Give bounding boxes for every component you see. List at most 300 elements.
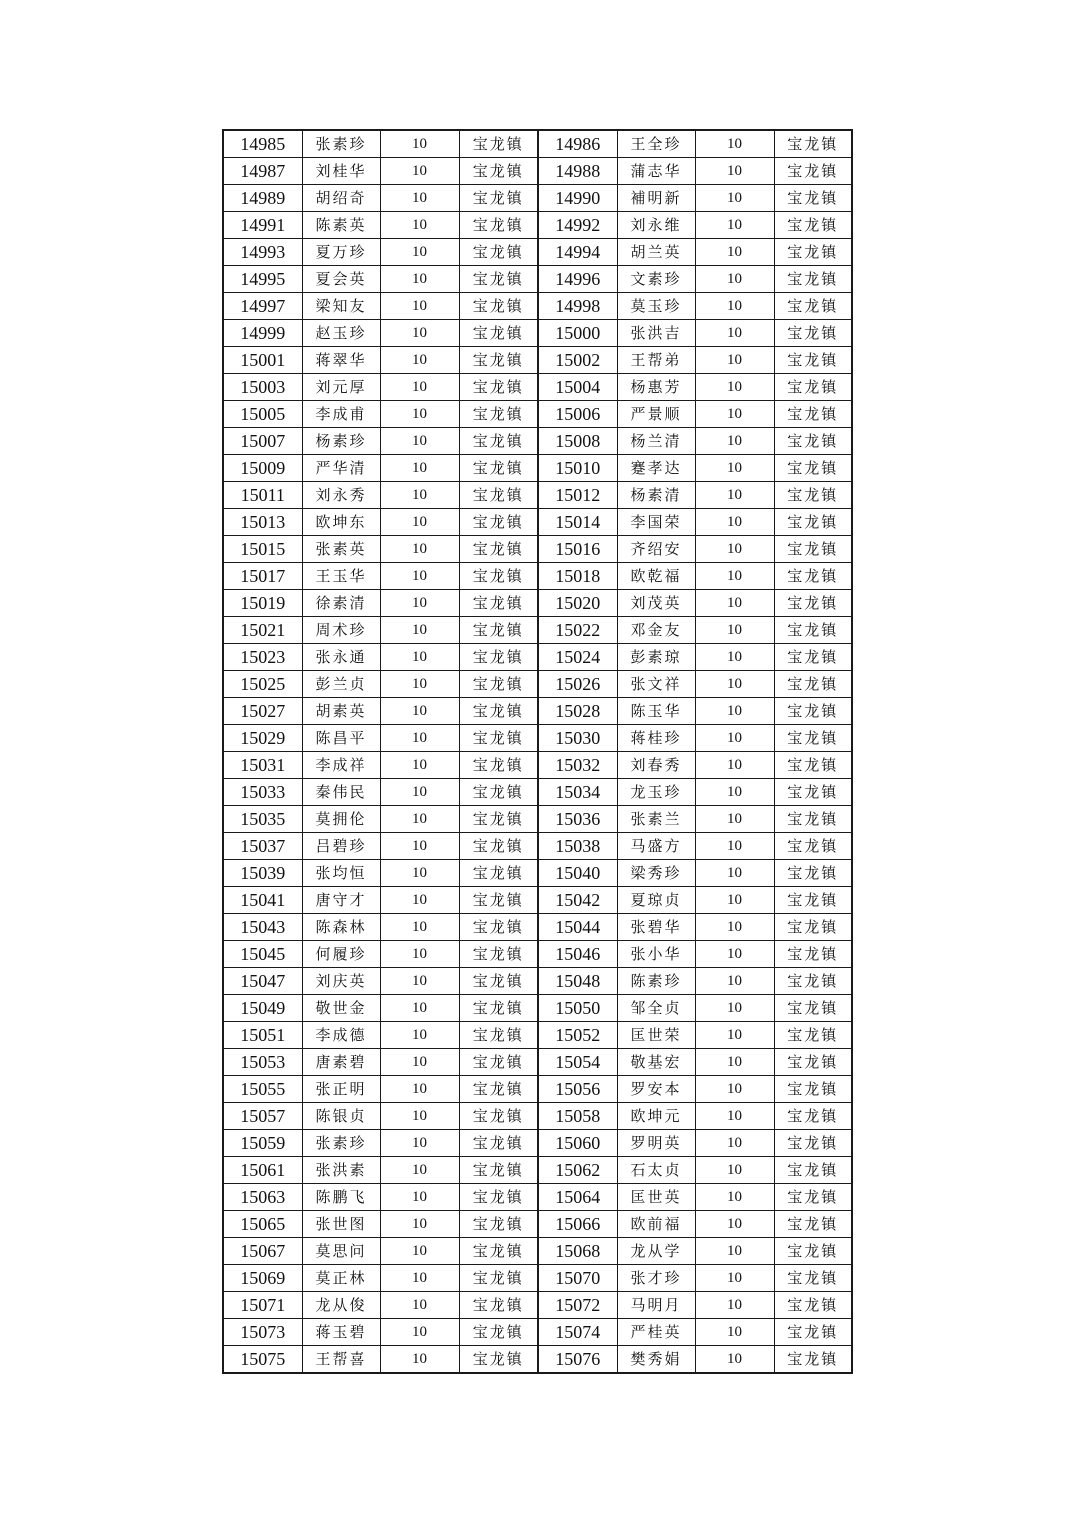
- name-cell: 刘永维: [617, 212, 695, 239]
- table-row: [223, 455, 852, 482]
- name-cell: 罗明英: [617, 1130, 695, 1157]
- id-cell: 14991: [223, 212, 302, 239]
- id-cell: 15075: [223, 1346, 302, 1374]
- id-cell: 15076: [538, 1346, 617, 1374]
- id-cell: 15057: [223, 1103, 302, 1130]
- id-cell: 15017: [223, 563, 302, 590]
- amount-cell: 10: [380, 617, 459, 644]
- name-cell: 王帮弟: [617, 347, 695, 374]
- id-cell: 15053: [223, 1049, 302, 1076]
- id-cell: 15042: [538, 887, 617, 914]
- table-row: [223, 1238, 852, 1265]
- table-row: [223, 563, 852, 590]
- roster-body: [223, 130, 852, 1373]
- amount-cell: 10: [695, 455, 774, 482]
- amount-cell: 10: [380, 968, 459, 995]
- name-cell: 张洪吉: [617, 320, 695, 347]
- id-cell: 14997: [223, 293, 302, 320]
- table-row: [223, 401, 852, 428]
- town-cell: 宝龙镇: [459, 401, 538, 428]
- amount-cell: 10: [380, 1265, 459, 1292]
- name-cell: 刘茂英: [617, 590, 695, 617]
- town-cell: 宝龙镇: [774, 455, 852, 482]
- amount-cell: 10: [695, 1157, 774, 1184]
- id-cell: 15064: [538, 1184, 617, 1211]
- amount-cell: 10: [695, 239, 774, 266]
- id-cell: 15074: [538, 1319, 617, 1346]
- town-cell: 宝龙镇: [459, 320, 538, 347]
- table-row: [223, 1292, 852, 1319]
- name-cell: 蒲志华: [617, 158, 695, 185]
- amount-cell: 10: [380, 887, 459, 914]
- name-cell: 杨素珍: [302, 428, 380, 455]
- town-cell: 宝龙镇: [774, 671, 852, 698]
- id-cell: 15036: [538, 806, 617, 833]
- town-cell: 宝龙镇: [774, 779, 852, 806]
- id-cell: 15027: [223, 698, 302, 725]
- table-row: [223, 1265, 852, 1292]
- id-cell: 15071: [223, 1292, 302, 1319]
- name-cell: 严景顺: [617, 401, 695, 428]
- town-cell: 宝龙镇: [774, 698, 852, 725]
- town-cell: 宝龙镇: [774, 860, 852, 887]
- amount-cell: 10: [380, 590, 459, 617]
- id-cell: 15031: [223, 752, 302, 779]
- id-cell: 15003: [223, 374, 302, 401]
- table-row: [223, 914, 852, 941]
- name-cell: 敬基宏: [617, 1049, 695, 1076]
- id-cell: 15045: [223, 941, 302, 968]
- id-cell: 15055: [223, 1076, 302, 1103]
- town-cell: 宝龙镇: [459, 482, 538, 509]
- table-row: [223, 266, 852, 293]
- name-cell: 张素英: [302, 536, 380, 563]
- table-row: [223, 158, 852, 185]
- town-cell: 宝龙镇: [774, 887, 852, 914]
- amount-cell: 10: [380, 860, 459, 887]
- amount-cell: 10: [695, 1184, 774, 1211]
- amount-cell: 10: [380, 266, 459, 293]
- town-cell: 宝龙镇: [774, 1265, 852, 1292]
- id-cell: 15007: [223, 428, 302, 455]
- amount-cell: 10: [380, 1292, 459, 1319]
- town-cell: 宝龙镇: [459, 266, 538, 293]
- town-cell: 宝龙镇: [459, 509, 538, 536]
- amount-cell: 10: [380, 130, 459, 158]
- id-cell: 14990: [538, 185, 617, 212]
- amount-cell: 10: [380, 185, 459, 212]
- name-cell: 龙从学: [617, 1238, 695, 1265]
- name-cell: 张碧华: [617, 914, 695, 941]
- amount-cell: 10: [695, 995, 774, 1022]
- id-cell: 15019: [223, 590, 302, 617]
- town-cell: 宝龙镇: [459, 1130, 538, 1157]
- amount-cell: 10: [695, 509, 774, 536]
- table-row: [223, 779, 852, 806]
- amount-cell: 10: [380, 347, 459, 374]
- id-cell: 15021: [223, 617, 302, 644]
- amount-cell: 10: [695, 1130, 774, 1157]
- name-cell: 夏会英: [302, 266, 380, 293]
- name-cell: 莫正林: [302, 1265, 380, 1292]
- name-cell: 莫拥伦: [302, 806, 380, 833]
- name-cell: 张永通: [302, 644, 380, 671]
- id-cell: 15051: [223, 1022, 302, 1049]
- name-cell: 文素珍: [617, 266, 695, 293]
- id-cell: 14995: [223, 266, 302, 293]
- amount-cell: 10: [695, 1319, 774, 1346]
- table-row: [223, 806, 852, 833]
- amount-cell: 10: [695, 212, 774, 239]
- amount-cell: 10: [695, 833, 774, 860]
- id-cell: 15011: [223, 482, 302, 509]
- id-cell: 15054: [538, 1049, 617, 1076]
- name-cell: 陈素珍: [617, 968, 695, 995]
- table-row: [223, 212, 852, 239]
- id-cell: 15044: [538, 914, 617, 941]
- id-cell: 15048: [538, 968, 617, 995]
- town-cell: 宝龙镇: [774, 158, 852, 185]
- id-cell: 15040: [538, 860, 617, 887]
- name-cell: 邹全贞: [617, 995, 695, 1022]
- name-cell: 王玉华: [302, 563, 380, 590]
- amount-cell: 10: [695, 1022, 774, 1049]
- table-row: [223, 293, 852, 320]
- town-cell: 宝龙镇: [459, 752, 538, 779]
- id-cell: 14988: [538, 158, 617, 185]
- amount-cell: 10: [380, 725, 459, 752]
- town-cell: 宝龙镇: [459, 239, 538, 266]
- id-cell: 15025: [223, 671, 302, 698]
- table-row: [223, 1346, 852, 1374]
- town-cell: 宝龙镇: [774, 1157, 852, 1184]
- amount-cell: 10: [695, 887, 774, 914]
- table-row: [223, 185, 852, 212]
- id-cell: 15028: [538, 698, 617, 725]
- id-cell: 14994: [538, 239, 617, 266]
- id-cell: 15067: [223, 1238, 302, 1265]
- id-cell: 15030: [538, 725, 617, 752]
- amount-cell: 10: [695, 617, 774, 644]
- table-row: [223, 130, 852, 158]
- name-cell: 刘永秀: [302, 482, 380, 509]
- town-cell: 宝龙镇: [459, 347, 538, 374]
- table-row: [223, 860, 852, 887]
- id-cell: 15062: [538, 1157, 617, 1184]
- amount-cell: 10: [695, 293, 774, 320]
- amount-cell: 10: [380, 914, 459, 941]
- amount-cell: 10: [695, 941, 774, 968]
- id-cell: 15072: [538, 1292, 617, 1319]
- id-cell: 15039: [223, 860, 302, 887]
- amount-cell: 10: [695, 806, 774, 833]
- name-cell: 敬世金: [302, 995, 380, 1022]
- town-cell: 宝龙镇: [774, 1076, 852, 1103]
- town-cell: 宝龙镇: [459, 860, 538, 887]
- name-cell: 龙玉珍: [617, 779, 695, 806]
- amount-cell: 10: [380, 482, 459, 509]
- name-cell: 梁知友: [302, 293, 380, 320]
- name-cell: 赵玉珍: [302, 320, 380, 347]
- town-cell: 宝龙镇: [774, 347, 852, 374]
- amount-cell: 10: [695, 374, 774, 401]
- id-cell: 15029: [223, 725, 302, 752]
- name-cell: 梁秀珍: [617, 860, 695, 887]
- name-cell: 马盛方: [617, 833, 695, 860]
- amount-cell: 10: [380, 239, 459, 266]
- town-cell: 宝龙镇: [774, 185, 852, 212]
- town-cell: 宝龙镇: [459, 428, 538, 455]
- id-cell: 15052: [538, 1022, 617, 1049]
- amount-cell: 10: [695, 1211, 774, 1238]
- town-cell: 宝龙镇: [774, 833, 852, 860]
- amount-cell: 10: [695, 130, 774, 158]
- town-cell: 宝龙镇: [774, 1022, 852, 1049]
- town-cell: 宝龙镇: [459, 455, 538, 482]
- town-cell: 宝龙镇: [774, 914, 852, 941]
- amount-cell: 10: [695, 1049, 774, 1076]
- amount-cell: 10: [380, 1130, 459, 1157]
- town-cell: 宝龙镇: [774, 617, 852, 644]
- table-row: [223, 428, 852, 455]
- town-cell: 宝龙镇: [459, 1346, 538, 1374]
- amount-cell: 10: [380, 455, 459, 482]
- amount-cell: 10: [380, 644, 459, 671]
- amount-cell: 10: [380, 1211, 459, 1238]
- name-cell: 蒋玉碧: [302, 1319, 380, 1346]
- name-cell: 王全珍: [617, 130, 695, 158]
- amount-cell: 10: [695, 590, 774, 617]
- amount-cell: 10: [380, 1049, 459, 1076]
- town-cell: 宝龙镇: [459, 779, 538, 806]
- town-cell: 宝龙镇: [459, 590, 538, 617]
- id-cell: 15063: [223, 1184, 302, 1211]
- town-cell: 宝龙镇: [459, 130, 538, 158]
- name-cell: 张素珍: [302, 1130, 380, 1157]
- town-cell: 宝龙镇: [774, 1049, 852, 1076]
- id-cell: 15059: [223, 1130, 302, 1157]
- id-cell: 15004: [538, 374, 617, 401]
- name-cell: 张洪素: [302, 1157, 380, 1184]
- amount-cell: 10: [695, 320, 774, 347]
- town-cell: 宝龙镇: [774, 1130, 852, 1157]
- id-cell: 15020: [538, 590, 617, 617]
- town-cell: 宝龙镇: [774, 320, 852, 347]
- name-cell: 罗安本: [617, 1076, 695, 1103]
- name-cell: 王帮喜: [302, 1346, 380, 1374]
- amount-cell: 10: [695, 158, 774, 185]
- name-cell: 唐素碧: [302, 1049, 380, 1076]
- id-cell: 14987: [223, 158, 302, 185]
- id-cell: 15049: [223, 995, 302, 1022]
- name-cell: 张才珍: [617, 1265, 695, 1292]
- town-cell: 宝龙镇: [774, 482, 852, 509]
- id-cell: 15034: [538, 779, 617, 806]
- town-cell: 宝龙镇: [459, 914, 538, 941]
- town-cell: 宝龙镇: [459, 212, 538, 239]
- town-cell: 宝龙镇: [459, 1157, 538, 1184]
- name-cell: 蒋桂珍: [617, 725, 695, 752]
- id-cell: 15016: [538, 536, 617, 563]
- table-row: [223, 833, 852, 860]
- town-cell: 宝龙镇: [774, 941, 852, 968]
- amount-cell: 10: [695, 968, 774, 995]
- id-cell: 15038: [538, 833, 617, 860]
- amount-cell: 10: [695, 698, 774, 725]
- amount-cell: 10: [380, 1022, 459, 1049]
- name-cell: 唐守才: [302, 887, 380, 914]
- amount-cell: 10: [380, 1238, 459, 1265]
- town-cell: 宝龙镇: [459, 1292, 538, 1319]
- name-cell: 杨惠芳: [617, 374, 695, 401]
- name-cell: 胡绍奇: [302, 185, 380, 212]
- amount-cell: 10: [380, 698, 459, 725]
- id-cell: 15070: [538, 1265, 617, 1292]
- town-cell: 宝龙镇: [774, 806, 852, 833]
- name-cell: 张正明: [302, 1076, 380, 1103]
- town-cell: 宝龙镇: [459, 374, 538, 401]
- amount-cell: 10: [695, 644, 774, 671]
- name-cell: 李成祥: [302, 752, 380, 779]
- name-cell: 樊秀娟: [617, 1346, 695, 1374]
- town-cell: 宝龙镇: [774, 563, 852, 590]
- town-cell: 宝龙镇: [459, 1238, 538, 1265]
- town-cell: 宝龙镇: [459, 941, 538, 968]
- town-cell: 宝龙镇: [774, 1184, 852, 1211]
- table-row: [223, 968, 852, 995]
- table-row: [223, 617, 852, 644]
- town-cell: 宝龙镇: [459, 158, 538, 185]
- table-row: [223, 1184, 852, 1211]
- name-cell: 张素珍: [302, 130, 380, 158]
- id-cell: 15060: [538, 1130, 617, 1157]
- table-row: [223, 1211, 852, 1238]
- name-cell: 蹇孝达: [617, 455, 695, 482]
- name-cell: 陈昌平: [302, 725, 380, 752]
- id-cell: 15069: [223, 1265, 302, 1292]
- name-cell: 刘春秀: [617, 752, 695, 779]
- amount-cell: 10: [380, 158, 459, 185]
- amount-cell: 10: [695, 860, 774, 887]
- id-cell: 15035: [223, 806, 302, 833]
- name-cell: 张世图: [302, 1211, 380, 1238]
- name-cell: 杨素清: [617, 482, 695, 509]
- id-cell: 15046: [538, 941, 617, 968]
- name-cell: 欧乾福: [617, 563, 695, 590]
- town-cell: 宝龙镇: [459, 1319, 538, 1346]
- amount-cell: 10: [695, 266, 774, 293]
- id-cell: 15001: [223, 347, 302, 374]
- name-cell: 石太贞: [617, 1157, 695, 1184]
- town-cell: 宝龙镇: [774, 1319, 852, 1346]
- name-cell: 张均恒: [302, 860, 380, 887]
- id-cell: 15032: [538, 752, 617, 779]
- id-cell: 15056: [538, 1076, 617, 1103]
- amount-cell: 10: [380, 1184, 459, 1211]
- name-cell: 陈银贞: [302, 1103, 380, 1130]
- id-cell: 15008: [538, 428, 617, 455]
- name-cell: 李国荣: [617, 509, 695, 536]
- amount-cell: 10: [695, 1076, 774, 1103]
- town-cell: 宝龙镇: [774, 590, 852, 617]
- town-cell: 宝龙镇: [774, 725, 852, 752]
- table-row: [223, 1049, 852, 1076]
- amount-cell: 10: [380, 293, 459, 320]
- name-cell: 李成德: [302, 1022, 380, 1049]
- name-cell: 张小华: [617, 941, 695, 968]
- amount-cell: 10: [695, 563, 774, 590]
- id-cell: 15000: [538, 320, 617, 347]
- name-cell: 李成甫: [302, 401, 380, 428]
- town-cell: 宝龙镇: [459, 995, 538, 1022]
- name-cell: 杨兰清: [617, 428, 695, 455]
- town-cell: 宝龙镇: [774, 644, 852, 671]
- amount-cell: 10: [380, 779, 459, 806]
- name-cell: 刘庆英: [302, 968, 380, 995]
- town-cell: 宝龙镇: [459, 833, 538, 860]
- roster-table: [222, 129, 853, 1374]
- town-cell: 宝龙镇: [774, 752, 852, 779]
- amount-cell: 10: [695, 671, 774, 698]
- id-cell: 15024: [538, 644, 617, 671]
- id-cell: 15033: [223, 779, 302, 806]
- amount-cell: 10: [380, 374, 459, 401]
- town-cell: 宝龙镇: [459, 1184, 538, 1211]
- name-cell: 莫玉珍: [617, 293, 695, 320]
- amount-cell: 10: [695, 347, 774, 374]
- id-cell: 14986: [538, 130, 617, 158]
- id-cell: 15043: [223, 914, 302, 941]
- amount-cell: 10: [695, 725, 774, 752]
- table-row: [223, 374, 852, 401]
- amount-cell: 10: [380, 212, 459, 239]
- town-cell: 宝龙镇: [774, 1103, 852, 1130]
- amount-cell: 10: [695, 1103, 774, 1130]
- amount-cell: 10: [695, 536, 774, 563]
- id-cell: 14998: [538, 293, 617, 320]
- id-cell: 14993: [223, 239, 302, 266]
- id-cell: 14996: [538, 266, 617, 293]
- town-cell: 宝龙镇: [774, 428, 852, 455]
- town-cell: 宝龙镇: [774, 401, 852, 428]
- town-cell: 宝龙镇: [459, 1211, 538, 1238]
- name-cell: 龙从俊: [302, 1292, 380, 1319]
- name-cell: 欧前福: [617, 1211, 695, 1238]
- table-row: [223, 320, 852, 347]
- table-row: [223, 752, 852, 779]
- town-cell: 宝龙镇: [774, 968, 852, 995]
- id-cell: 15026: [538, 671, 617, 698]
- town-cell: 宝龙镇: [774, 130, 852, 158]
- town-cell: 宝龙镇: [459, 1265, 538, 1292]
- town-cell: 宝龙镇: [459, 536, 538, 563]
- town-cell: 宝龙镇: [774, 1211, 852, 1238]
- table-row: [223, 509, 852, 536]
- town-cell: 宝龙镇: [774, 212, 852, 239]
- id-cell: 15041: [223, 887, 302, 914]
- town-cell: 宝龙镇: [774, 239, 852, 266]
- name-cell: 刘元厚: [302, 374, 380, 401]
- town-cell: 宝龙镇: [459, 293, 538, 320]
- id-cell: 14992: [538, 212, 617, 239]
- id-cell: 15014: [538, 509, 617, 536]
- table-row: [223, 941, 852, 968]
- name-cell: 匡世英: [617, 1184, 695, 1211]
- amount-cell: 10: [695, 1265, 774, 1292]
- amount-cell: 10: [380, 320, 459, 347]
- id-cell: 15013: [223, 509, 302, 536]
- name-cell: 彭素琼: [617, 644, 695, 671]
